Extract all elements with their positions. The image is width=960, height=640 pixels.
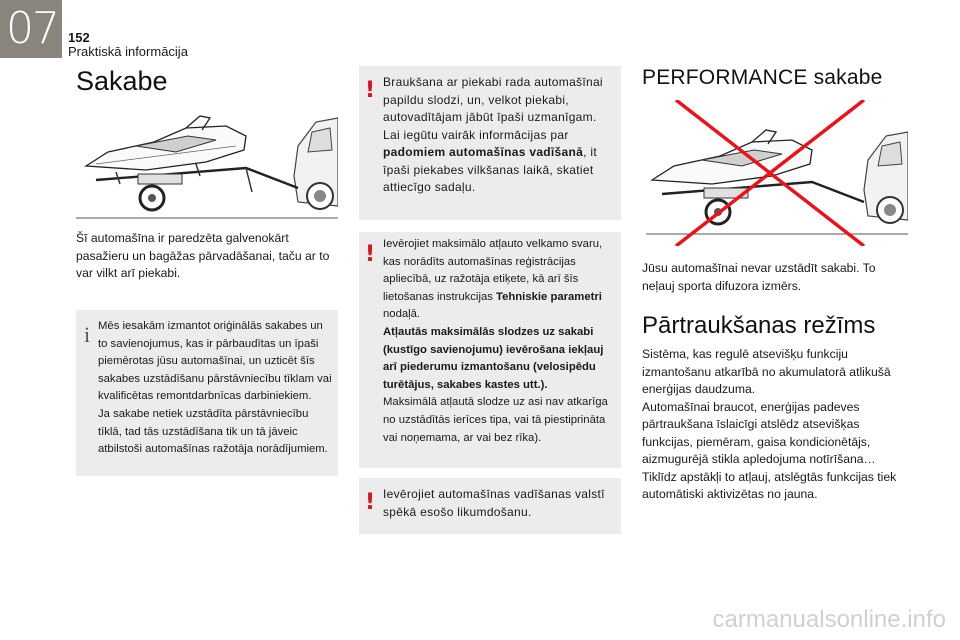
warning-icon: ! bbox=[365, 490, 376, 515]
trailer-jetski-illustration bbox=[76, 106, 338, 220]
paragraph-rezims-c: Tiklīdz apstākļi to atļauj, atslēgtās funkcijas tiek automātiski aktivizētas no jauna. bbox=[642, 469, 897, 501]
trailer-crossed-illustration bbox=[646, 100, 908, 246]
info-text-2: Ja sakabe netiek uzstādīta pārstāvniecību tīklā, tad tās uzstādīšana tik un tā jāveic atbilstoši automašīnas ražotāja norādījumiem. bbox=[98, 407, 328, 456]
warning-box-3 bbox=[359, 478, 621, 534]
warning-2-text-b: nodaļā. bbox=[383, 308, 421, 321]
warning-2-text-c: Maksimālā atļautā slodze uz asi nav atkarīga no uzstādītās ierīces tipa, vai tā piestiprināta vai noņemama, ar vai bez rīka). bbox=[383, 396, 608, 444]
paragraph-rezims-a: Sistēma, kas regulē atsevišķu funkciju izmantošanu atkarībā no akumulatorā atlikušā enerģijas daudzuma. bbox=[642, 347, 891, 396]
watermark: carmanualsonline.info bbox=[712, 606, 946, 633]
paragraph-performance: Jūsu automašīnai nevar uzstādīt sakabi. To neļauj sporta difuzora izmērs. bbox=[642, 261, 876, 293]
info-box bbox=[76, 310, 338, 476]
warning-1-text-b: Lai iegūtu vairāk informācijas par bbox=[383, 127, 569, 142]
warning-2-text-bold: Tehniskie parametri bbox=[496, 290, 602, 303]
warning-1-text-c: , it īpaši piekabes vilkšanas laikā, skatiet attiecīgo sadaļu. bbox=[383, 145, 597, 194]
heading-partrauksanas-rezims: Pārtraukšanas režīms bbox=[642, 312, 876, 339]
section-title: Praktiskā informācija bbox=[68, 44, 188, 59]
chapter-number: 07 bbox=[6, 3, 58, 54]
heading-sakabe: Sakabe bbox=[76, 66, 168, 96]
warning-icon: ! bbox=[365, 242, 376, 267]
heading-performance-sakabe: PERFORMANCE sakabe bbox=[642, 66, 883, 89]
paragraph-sakabe: Šī automašīna ir paredzēta galvenokārt pasažieru un bagāžas pārvadāšanai, taču ar to var vilkt arī piekabi. bbox=[76, 231, 330, 280]
page-number: 152 bbox=[68, 30, 90, 45]
info-icon: i bbox=[84, 322, 91, 347]
warning-box-1 bbox=[359, 66, 621, 220]
info-text: Mēs iesakām izmantot oriģinālās sakabes un to savienojumus, kas ir pārbaudītas un īpaši piemērotas jūsu automašīnai, un uzticēt šīs sakabes uzstādīšanu pārstāvniecību tīklam vai kvalificētas remontdarbnīcas darbiniekiem. bbox=[98, 320, 332, 403]
paragraph-rezims-b: Automašīnai braucot, enerģijas padeves pārtraukšana īslaicīgi atslēdz atsevišķas funkcijas, piemēram, gaisa kondicionētājs, aizmugurējā stikla apledojuma notīrīšana… bbox=[642, 399, 876, 466]
warning-box-2 bbox=[359, 232, 621, 468]
warning-3-text: Ievērojiet automašīnas vadīšanas valstī spēkā esošo likumdošanu. bbox=[383, 487, 605, 519]
warning-2-text-bold-2: Atļautās maksimālās slodzes uz sakabi (kustīgo savienojumu) ievērošana iekļauj arī piederumu izmantošanu (velosipēdu turētājus, sakabes kastes utt.). bbox=[383, 325, 604, 391]
warning-1-text-bold: padomiem automašīnas vadīšanā bbox=[383, 145, 584, 159]
warning-icon: ! bbox=[365, 78, 376, 103]
warning-1-text-a: Braukšana ar piekabi rada automašīnai papildu slodzi, un, velkot piekabi, autovadītājam jābūt īpaši uzmanīgam. bbox=[383, 75, 603, 124]
warning-2-text-a: Ievērojiet maksimālo atļauto velkamo svaru, kas norādīts automašīnas reģistrācijas apliecībā, uz ražotāja etiķete, kā arī šīs lietošanas instrukcijas bbox=[383, 238, 603, 303]
chapter-tab bbox=[0, 0, 62, 58]
